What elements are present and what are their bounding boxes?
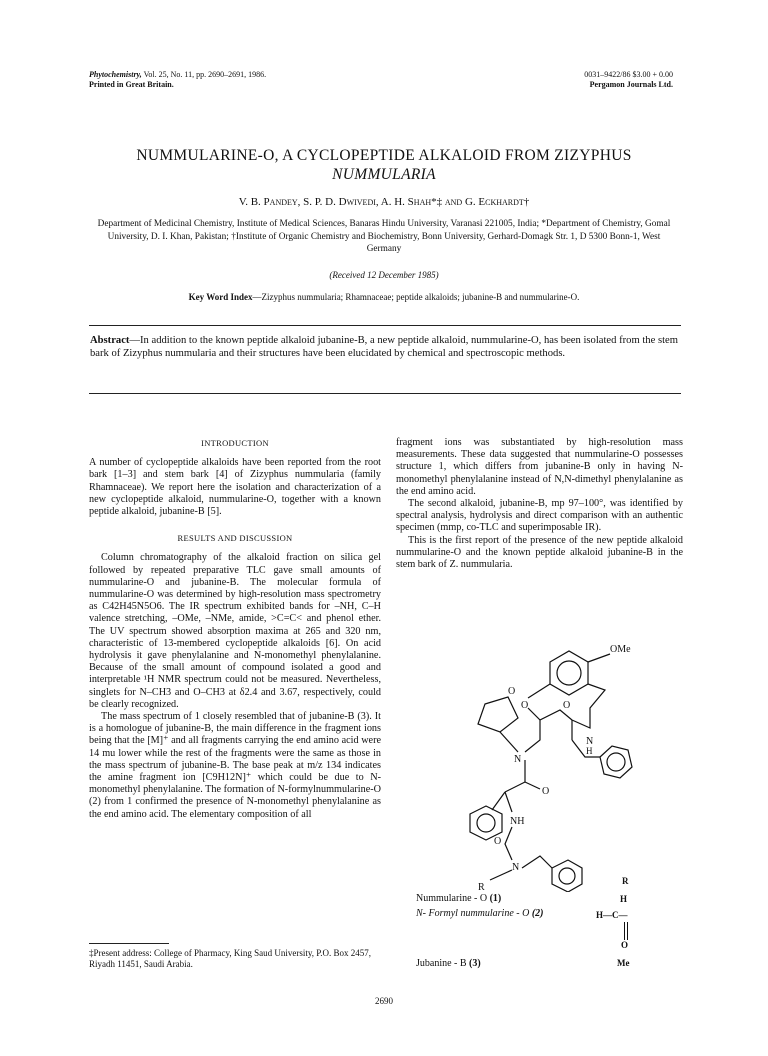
right-paragraph-1: fragment ions was substantiated by high-resolution mass measurements. These data suggested that nummularine-O possesses structure 1, which differs from jubanine-B only in having N-monomethyl phenylalanine instead of N,N-dimethyl phenylalanine as the end amino acid. xyxy=(396,437,683,497)
ether-bond xyxy=(528,684,550,698)
page-number: 2690 xyxy=(375,996,393,1006)
compound-2-num: (2) xyxy=(531,908,544,919)
carbonyl-bond-3 xyxy=(525,782,540,789)
nh-label: NH xyxy=(510,816,525,827)
chain-bond-3 xyxy=(505,792,512,812)
compound-3-num: (3) xyxy=(469,958,481,969)
phenyl-ring-1 xyxy=(600,746,632,778)
amine-n-label: N xyxy=(512,862,520,873)
publisher: Pergamon Journals Ltd. xyxy=(589,80,673,89)
ring-n-bond xyxy=(500,732,518,752)
footnote: ‡Present address: College of Pharmacy, King Saud University, P.O. Box 2457, Riyadh 11451, Saudi Arabia. xyxy=(89,948,372,969)
journal-header-right xyxy=(584,70,673,90)
title-line-2: NUMMULARIA xyxy=(332,166,436,183)
carbonyl-o-4: O xyxy=(494,836,502,847)
phenyl-ring-2-circle xyxy=(477,814,495,832)
formyl-o: O xyxy=(621,940,629,950)
compound-1-name: Nummularine - O xyxy=(416,893,488,904)
ome-label: OMe xyxy=(610,644,631,655)
intro-heading: INTRODUCTION xyxy=(201,438,269,448)
phenyl-ring-2 xyxy=(470,806,502,840)
macrocycle-chain-a xyxy=(525,710,572,752)
chain-bond-1 xyxy=(505,782,525,792)
abstract-label: Abstract xyxy=(90,335,130,346)
formyl-double-bond-2 xyxy=(627,922,628,940)
footnote-rule xyxy=(89,943,169,944)
right-column xyxy=(396,437,683,571)
title-line-1: NUMMULARINE-O, A CYCLOPEPTIDE ALKALOID FROM ZIZYPHUS xyxy=(136,147,632,164)
n-r-bond xyxy=(490,870,512,880)
phenyl-ring-3-circle xyxy=(559,868,575,884)
ether-o-label: O xyxy=(508,686,516,697)
journal-header-left xyxy=(89,70,266,90)
n-label: N xyxy=(514,754,522,765)
results-paragraph-2: The mass spectrum of 1 closely resembled that of jubanine-B (3). It is a homologue of jubanine-B, the main difference in the fragment ions being that the [M]⁺ and all fragments carrying the end amino acid were 14 mu lower while the rest of the fragments were the same as those in the mass spectrum of jubanine-B. The base peak at m/z 134 indicates the amine fragment ion [C9H12N]⁺ which could be due to N-monomethyl phenylalanine. The formation of N-formylnummularine-O (2) from 1 confirmed the presence of N-monomethyl phenylalanine as the end amino acid. The elementary composition of all xyxy=(89,711,381,820)
chain-bond-2 xyxy=(492,792,505,810)
phenyl-ring-3 xyxy=(552,860,582,892)
carbonyl-1 xyxy=(528,708,540,720)
compound-3-name: Jubanine - B xyxy=(416,958,467,969)
aryl-ring xyxy=(550,651,588,695)
r-label: R xyxy=(478,882,485,892)
abstract xyxy=(90,334,678,360)
right-paragraph-3: This is the first report of the presence of the new peptide alkaloid nummularine-O and the known peptide alkaloid jubanine-B in the stem bark of Z. nummularia. xyxy=(396,534,683,571)
journal-info: Vol. 25, No. 11, pp. 2690–2691, 1986. xyxy=(143,70,267,79)
keywords xyxy=(90,292,678,302)
compound-2-label xyxy=(416,908,544,919)
formyl-double-bond xyxy=(624,922,625,940)
r-column-header: R xyxy=(622,876,629,886)
left-column xyxy=(89,437,381,821)
received-date: (Received 12 December 1985) xyxy=(329,270,439,280)
abstract-top-rule xyxy=(89,325,681,326)
printed-in: Printed in Great Britain. xyxy=(89,80,174,89)
abstract-text: —In addition to the known peptide alkaloid jubanine-B, a new peptide alkaloid, nummularine-O, has been isolated from the stem bark of Zizyphus nummularia and their structures have been elucidated by chemical and spectroscopic methods. xyxy=(90,335,678,359)
chemical-structure xyxy=(400,612,690,892)
chain-bond-4 xyxy=(505,827,512,860)
aryl-ring-circle xyxy=(557,661,581,685)
compound-1-label xyxy=(416,893,501,904)
journal-code: 0031–9422/86 $3.00 + 0.00 xyxy=(584,70,673,79)
r-value-1: H xyxy=(620,894,628,904)
carbonyl-o-1: O xyxy=(521,700,529,711)
results-paragraph-1: Column chromatography of the alkaloid fraction on silica gel followed by repeated preparative TLC gave small amounts of nummularine-O and jubanine-B. The molecular formula of nummularine-O was determined by high-resolution mass spectrometry as C42H45N5O6. The IR spectrum exhibited bands for –NH, C–H valence stretching, –OMe, –NMe, amide, >C=C< and phenol ether. The UV spectrum showed absorption maxima at 265 and 320 nm, characteristic of 13-membered cyclopeptide alkaloids [6]. On acid hydrolysis it gave phenylalanine and N-monomethyl phenylalanine. Because of the small amount of compound isolated a good and interpretable ¹H NMR spectrum could not be measured. Nevertheless, singlets for N–CH3 and O–CH3 at δ2.4 and 3.67, respectively, could be clearly recognized. xyxy=(89,552,381,710)
phenyl-ring-1-circle xyxy=(607,753,625,771)
intro-paragraph: A number of cyclopeptide alkaloids have been reported from the root bark [1–3] and stem bark [4] of Zizyphus nummularia (family Rhamnaceae). We report here the isolation and characterization of a new cyclopeptide alkaloid, nummularine-O, together with a known peptide alkaloid, jubanine-B [5]. xyxy=(89,457,381,518)
carbonyl-o-2: O xyxy=(563,700,571,711)
journal-name: Phytochemistry, xyxy=(89,70,142,79)
keywords-text: —Zizyphus nummularia; Rhamnaceae; peptide alkaloids; jubanine-B and nummularine-O. xyxy=(252,292,580,302)
affiliation: Department of Medicinal Chemistry, Institute of Medical Sciences, Banaras Hindu University, Varanasi 221005, India; *Department of Chemistry, Gomal University, D. I. Khan, Pakistan; †Institute of Organic Chemistry and Biochemistry, Bonn University, Gerhard-Domagk Str. 1, D 5300 Bonn-1, West Germany xyxy=(97,219,671,254)
authors: V. B. Pandey, S. P. D. Dwivedi, A. H. Shah*‡ and G. Eckhardt† xyxy=(238,196,530,208)
right-paragraph-2: The second alkaloid, jubanine-B, mp 97–100°, was identified by spectral analysis, hydrolysis and direct comparison with an authentic specimen (mmp, co-TLC and superimposable IR). xyxy=(396,498,683,534)
carbonyl-o-3: O xyxy=(542,786,550,797)
keywords-label: Key Word Index xyxy=(188,292,253,302)
abstract-bottom-rule xyxy=(89,393,681,394)
paper-title xyxy=(90,146,678,184)
amide-n-label: N xyxy=(586,736,594,747)
pyrrolidine-ring xyxy=(478,697,518,732)
compound-2-name: N- Formyl nummularine - O xyxy=(416,908,530,919)
results-heading: RESULTS AND DISCUSSION xyxy=(177,533,293,544)
compound-1-num: (1) xyxy=(489,893,502,904)
compound-3-label xyxy=(416,958,481,969)
r-value-3: Me xyxy=(617,958,630,968)
benzyl-bond-2 xyxy=(522,856,552,868)
r-value-2: H—C— xyxy=(596,910,628,920)
amide-h-label: H xyxy=(586,746,593,756)
ome-bond xyxy=(588,654,610,662)
